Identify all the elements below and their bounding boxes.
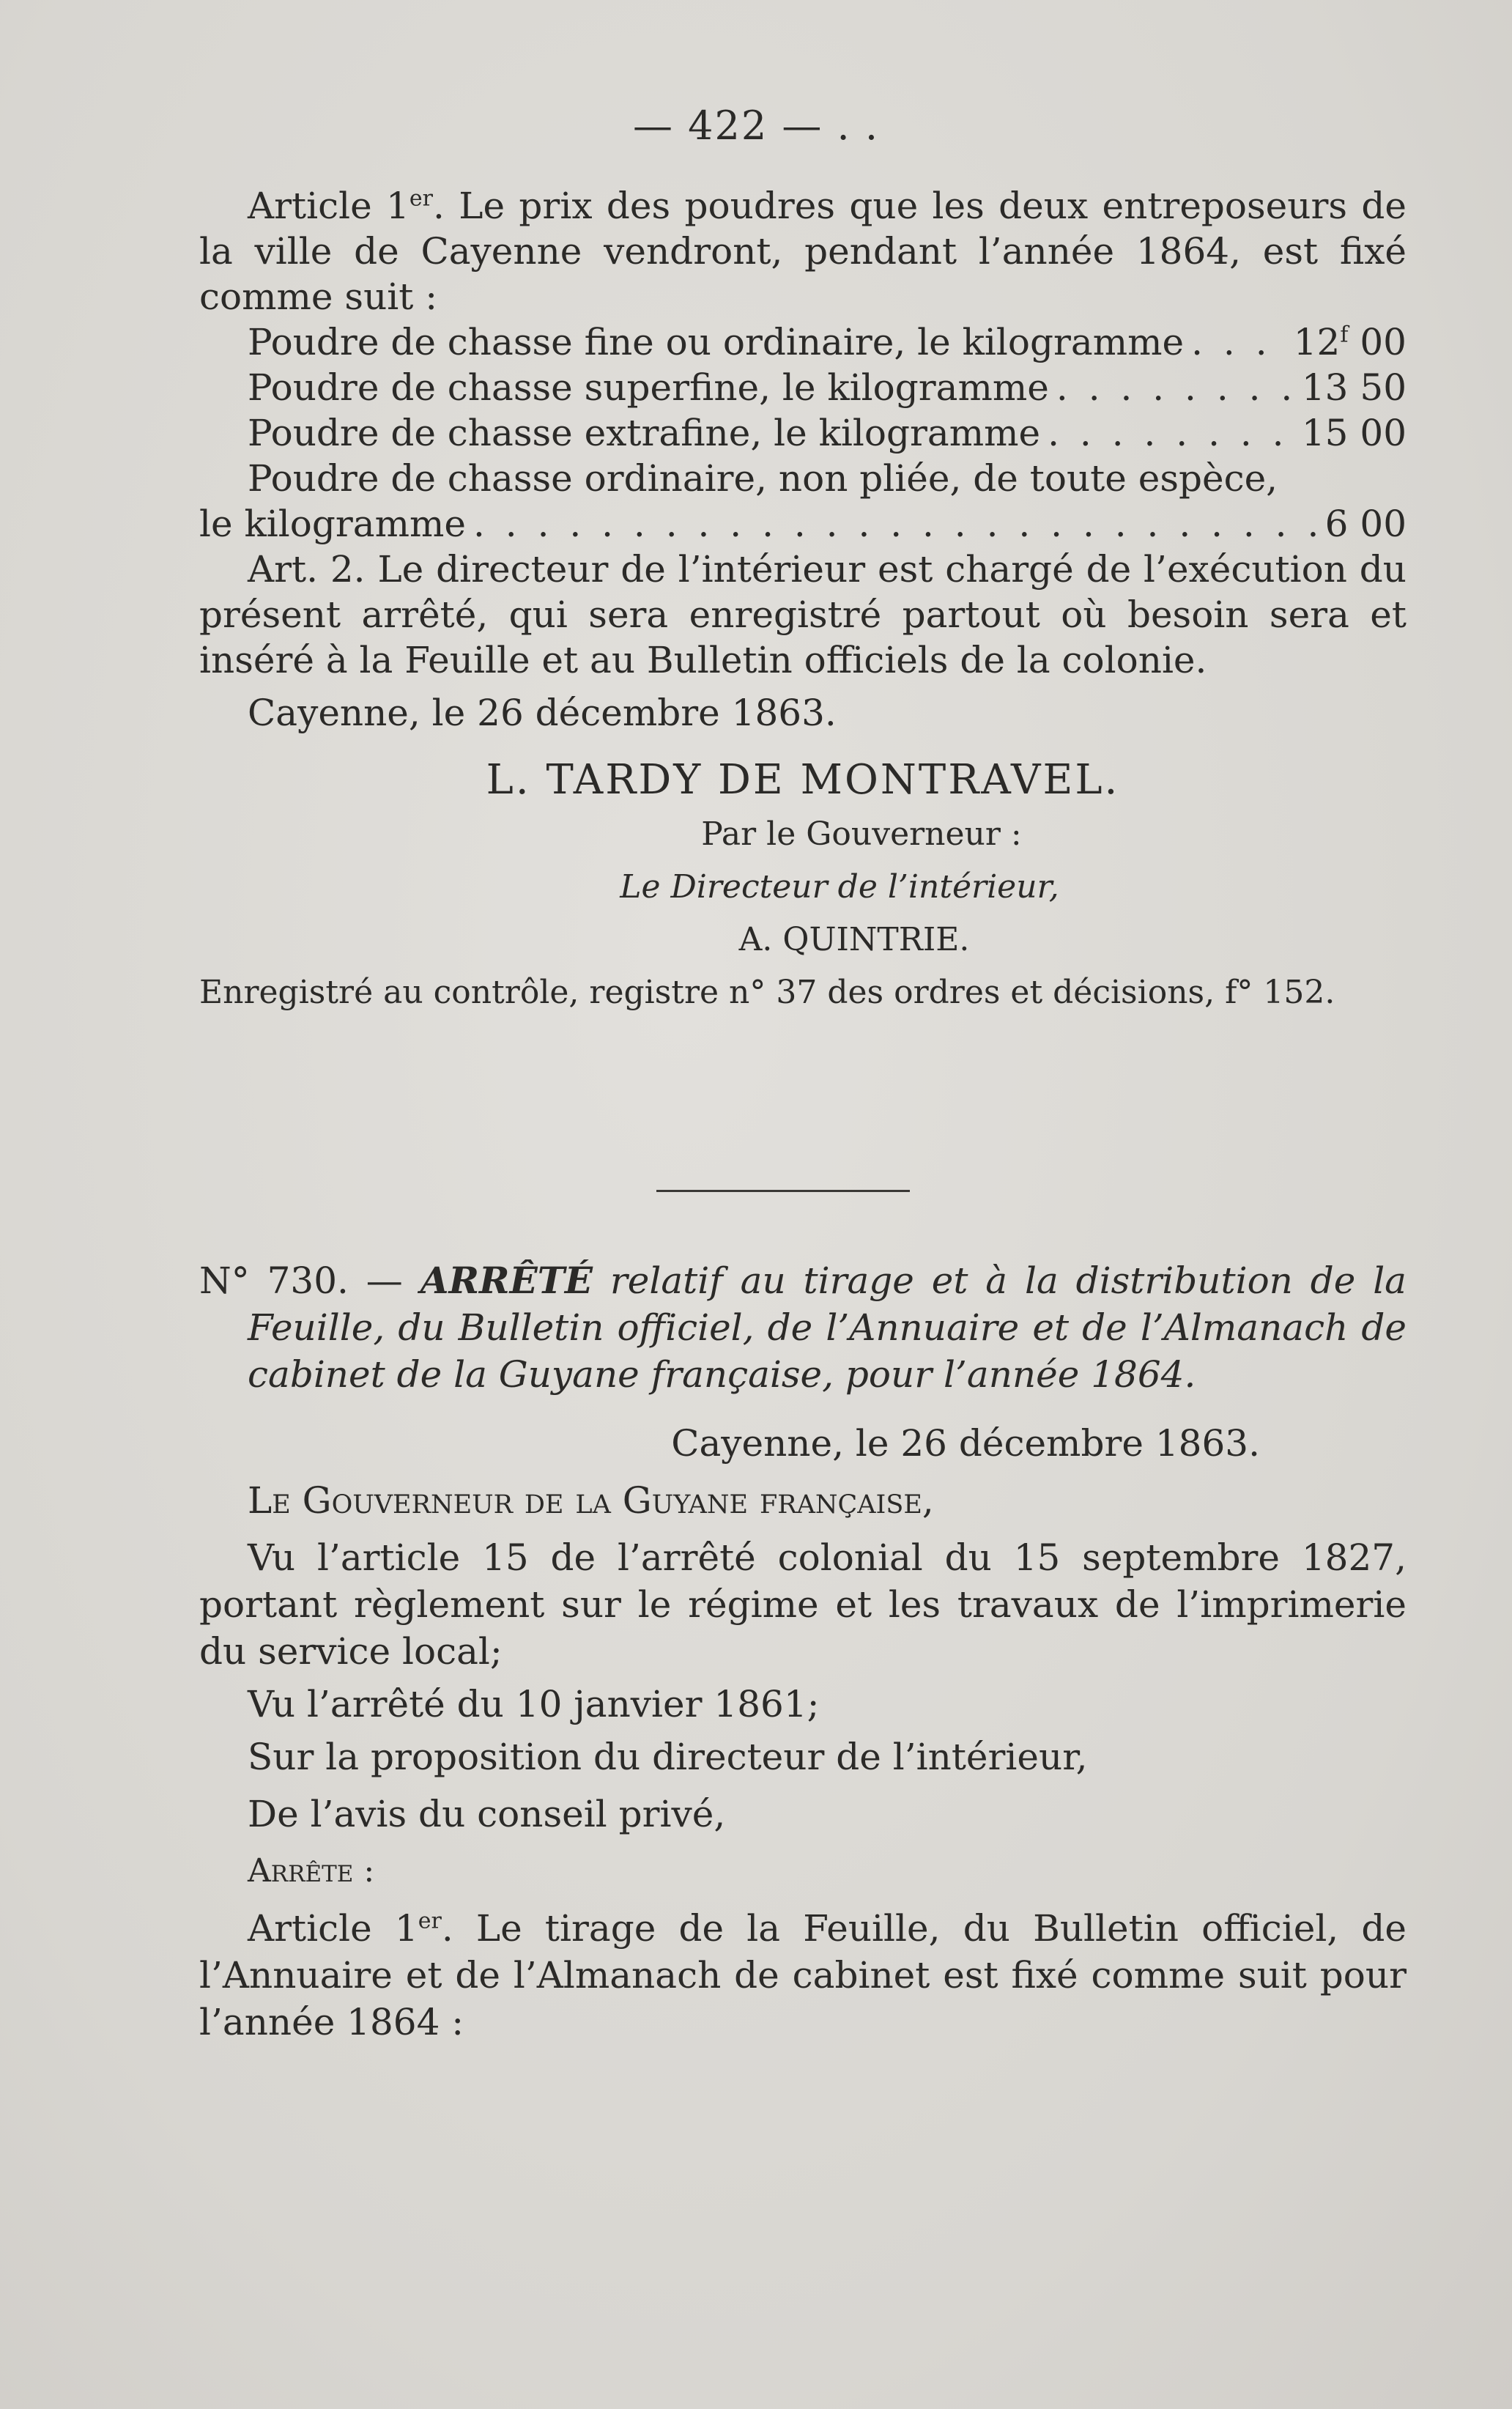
de-l-avis: De l’avis du conseil privé, <box>248 1793 726 1835</box>
price-item <box>199 319 1407 365</box>
sur-la-proposition: Sur la proposition du directeur de l’intérieur, <box>248 1736 1088 1778</box>
price-list <box>199 319 1407 547</box>
gouverneur-line: Le Gouverneur de la Guyane française, <box>248 1479 934 1522</box>
arrete-title-rest: relatif au tirage et à la distribution de la Feuille, du Bulletin officiel, de l’Annuaire et de l’Almanach de cabinet de la Guyane française, pour l’année 1864. <box>248 1259 1407 1396</box>
price-item-last-line1: Poudre de chasse ordinaire, non pliée, de toute espèce, <box>248 457 1278 500</box>
arrete-block <box>199 1257 1407 2046</box>
section-divider <box>656 1190 910 1192</box>
leader-dots <box>1056 365 1294 410</box>
price-item-last-line2: le kilogramme . . . 6 00 <box>199 501 1407 547</box>
article-1-text: . Le prix des poudres que les deux entreposeurs de la ville de Cayenne vendront, pendant l’année 1864, est fixé comme suit : <box>199 185 1407 318</box>
article-1-label: Article 1 <box>248 185 410 227</box>
leader-dots <box>1048 410 1294 456</box>
leader-dots <box>473 501 1318 547</box>
arrete-date: Cayenne, le 26 décembre 1863. <box>671 1422 1260 1465</box>
article-1-label-sup: er <box>409 185 433 212</box>
price-item-amount: 6 00 <box>1324 503 1407 545</box>
arrete-number: N° 730. — <box>199 1259 403 1302</box>
arrete-article-1-label: Article 1 <box>248 1907 418 1950</box>
article-block <box>199 183 1407 1015</box>
price-item-label: Poudre de chasse fine ou ordinaire, le kilogramme <box>248 321 1185 363</box>
price-item-amount: 15 00 <box>1301 412 1407 454</box>
directeur-title: Le Directeur de l’intérieur, <box>620 868 1059 906</box>
price-item-amount: 13 50 <box>1301 366 1407 409</box>
article-2: Art. 2. Le directeur de l’intérieur est chargé de l’exécution du présent arrêté, qui sera enregistré partout où besoin sera et inséré à la Feuille et au Bulletin officiels de la colonie. <box>199 548 1407 681</box>
page-number: — 422 — . . <box>632 103 880 149</box>
enregistre-line: Enregistré au contrôle, registre n° 37 des ordres et décisions, f° 152. <box>199 974 1335 1011</box>
leader-dots <box>1191 319 1286 365</box>
price-item-label: Poudre de chasse extrafine, le kilogramme <box>248 412 1041 454</box>
arrete-title <box>199 1257 1407 1398</box>
arrete-label: Arrête : <box>248 1852 375 1890</box>
signer-name: L. TARDY DE MONTRAVEL. <box>486 756 1120 804</box>
arrete-title-label: ARRÊTÉ <box>420 1259 593 1302</box>
directeur-name: A. QUINTRIE. <box>738 921 970 958</box>
vu-2: Vu l’arrêté du 10 janvier 1861; <box>248 1683 820 1725</box>
price-item-label: Poudre de chasse superfine, le kilogramme <box>248 366 1049 409</box>
arrete-article-1-text: . Le tirage de la Feuille, du Bulletin officiel, de l’Annuaire et de l’Almanach de cabinet est fixé comme suit pour l’année 1864 : <box>199 1907 1407 2043</box>
par-le-gouverneur: Par le Gouverneur : <box>701 815 1022 853</box>
price-item <box>199 410 1407 456</box>
price-item-amount: 12$^f$ 00 <box>1293 321 1407 363</box>
arrete-article-1 <box>199 1905 1407 2046</box>
vu-1: Vu l’article 15 de l’arrêté colonial du 15 septembre 1827, portant règlement sur le régime et les travaux de l’imprimerie du service local; <box>199 1536 1407 1673</box>
price-item <box>199 365 1407 410</box>
article-1 <box>199 183 1407 319</box>
date-line: Cayenne, le 26 décembre 1863. <box>248 692 837 734</box>
arrete-article-1-sup: er <box>418 1908 442 1934</box>
